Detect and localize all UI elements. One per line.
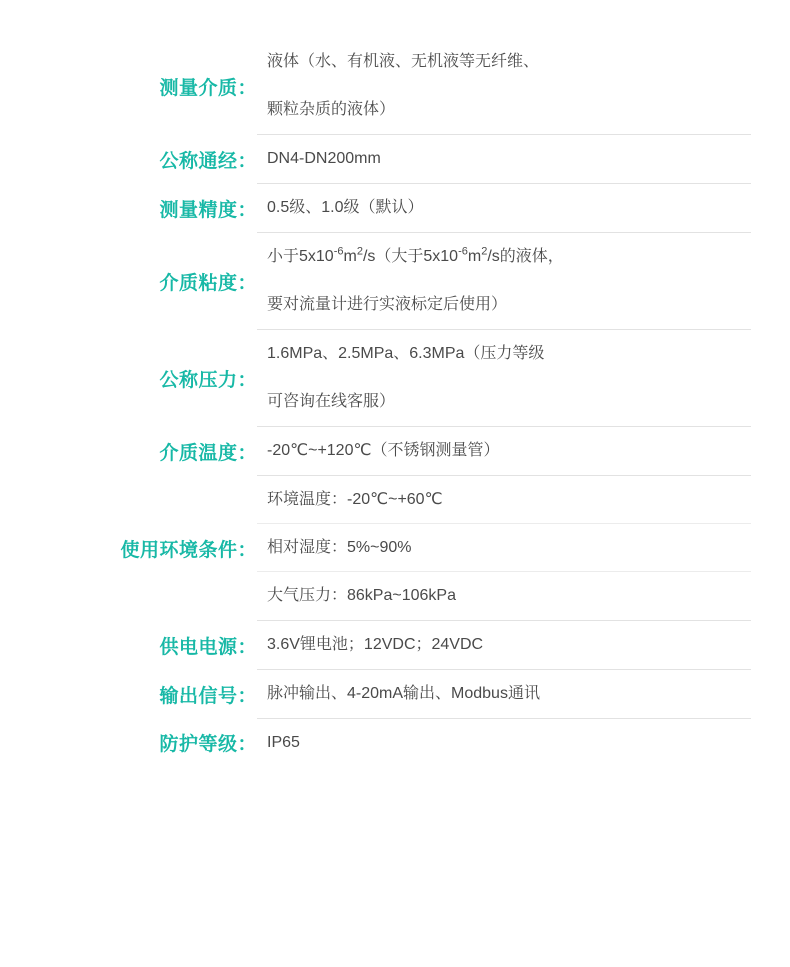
spec-value bbox=[257, 184, 751, 233]
spec-label: 防护等级： bbox=[159, 734, 257, 756]
spec-value-line: 液体（水、有机液、无机液等无纤维、 bbox=[267, 53, 540, 70]
spec-label: 介质粘度： bbox=[159, 272, 257, 294]
spec-value-group bbox=[257, 476, 751, 621]
spec-value bbox=[257, 621, 751, 670]
spec-value-line: 1.6MPa、2.5MPa、6.3MPa（压力等级 bbox=[267, 345, 545, 362]
spec-value-line: 3.6V锂电池；12VDC；24VDC bbox=[267, 636, 484, 653]
spec-value-line: 颗粒杂质的液体） bbox=[267, 101, 396, 118]
spec-table bbox=[39, 38, 751, 767]
spec-table-body bbox=[39, 38, 751, 767]
spec-value bbox=[257, 670, 751, 719]
spec-value bbox=[257, 427, 751, 476]
spec-value-line: 环境温度：-20℃~+60℃ bbox=[257, 476, 751, 524]
spec-label: 输出信号： bbox=[159, 685, 257, 707]
spec-label: 测量精度： bbox=[159, 199, 257, 221]
spec-value-line: DN4-DN200mm bbox=[267, 150, 381, 167]
spec-label: 公称通经： bbox=[159, 150, 257, 172]
spec-label: 公称压力： bbox=[159, 369, 257, 391]
spec-value bbox=[257, 38, 751, 135]
spec-value bbox=[257, 233, 751, 330]
spec-value-line: 0.5级、1.0级（默认） bbox=[267, 199, 424, 216]
spec-value bbox=[257, 135, 751, 184]
spec-value bbox=[257, 719, 751, 768]
table-row bbox=[39, 38, 751, 135]
table-row bbox=[39, 330, 751, 427]
table-row bbox=[39, 135, 751, 184]
spec-value-line: 相对湿度：5%~90% bbox=[257, 524, 751, 572]
spec-value-line: 可咨询在线客服） bbox=[267, 393, 396, 410]
table-row bbox=[39, 670, 751, 719]
spec-value-line: 小于$5x10^{-6}m^2/s$（大于$5x10^{-6}m^2/s$的液体， bbox=[267, 245, 564, 265]
table-row bbox=[39, 719, 751, 768]
table-row bbox=[39, 427, 751, 476]
spec-value-line: -20℃~+120℃（不锈钢测量管） bbox=[267, 442, 500, 459]
table-row bbox=[39, 233, 751, 330]
table-row bbox=[39, 621, 751, 670]
spec-value-line: 脉冲输出、4-20mA输出、Modbus通讯 bbox=[267, 685, 540, 702]
spec-value-line: 大气压力：86kPa~106kPa bbox=[267, 587, 456, 604]
table-row bbox=[39, 476, 751, 621]
spec-label: 介质温度： bbox=[159, 442, 257, 464]
spec-label: 测量介质： bbox=[159, 77, 257, 99]
spec-value-line: 要对流量计进行实液标定后使用） bbox=[267, 296, 508, 313]
spec-label: 供电电源： bbox=[159, 636, 257, 658]
spec-value bbox=[257, 330, 751, 427]
spec-label: 使用环境条件： bbox=[120, 539, 257, 561]
spec-value-line: IP65 bbox=[267, 734, 300, 751]
table-row bbox=[39, 184, 751, 233]
